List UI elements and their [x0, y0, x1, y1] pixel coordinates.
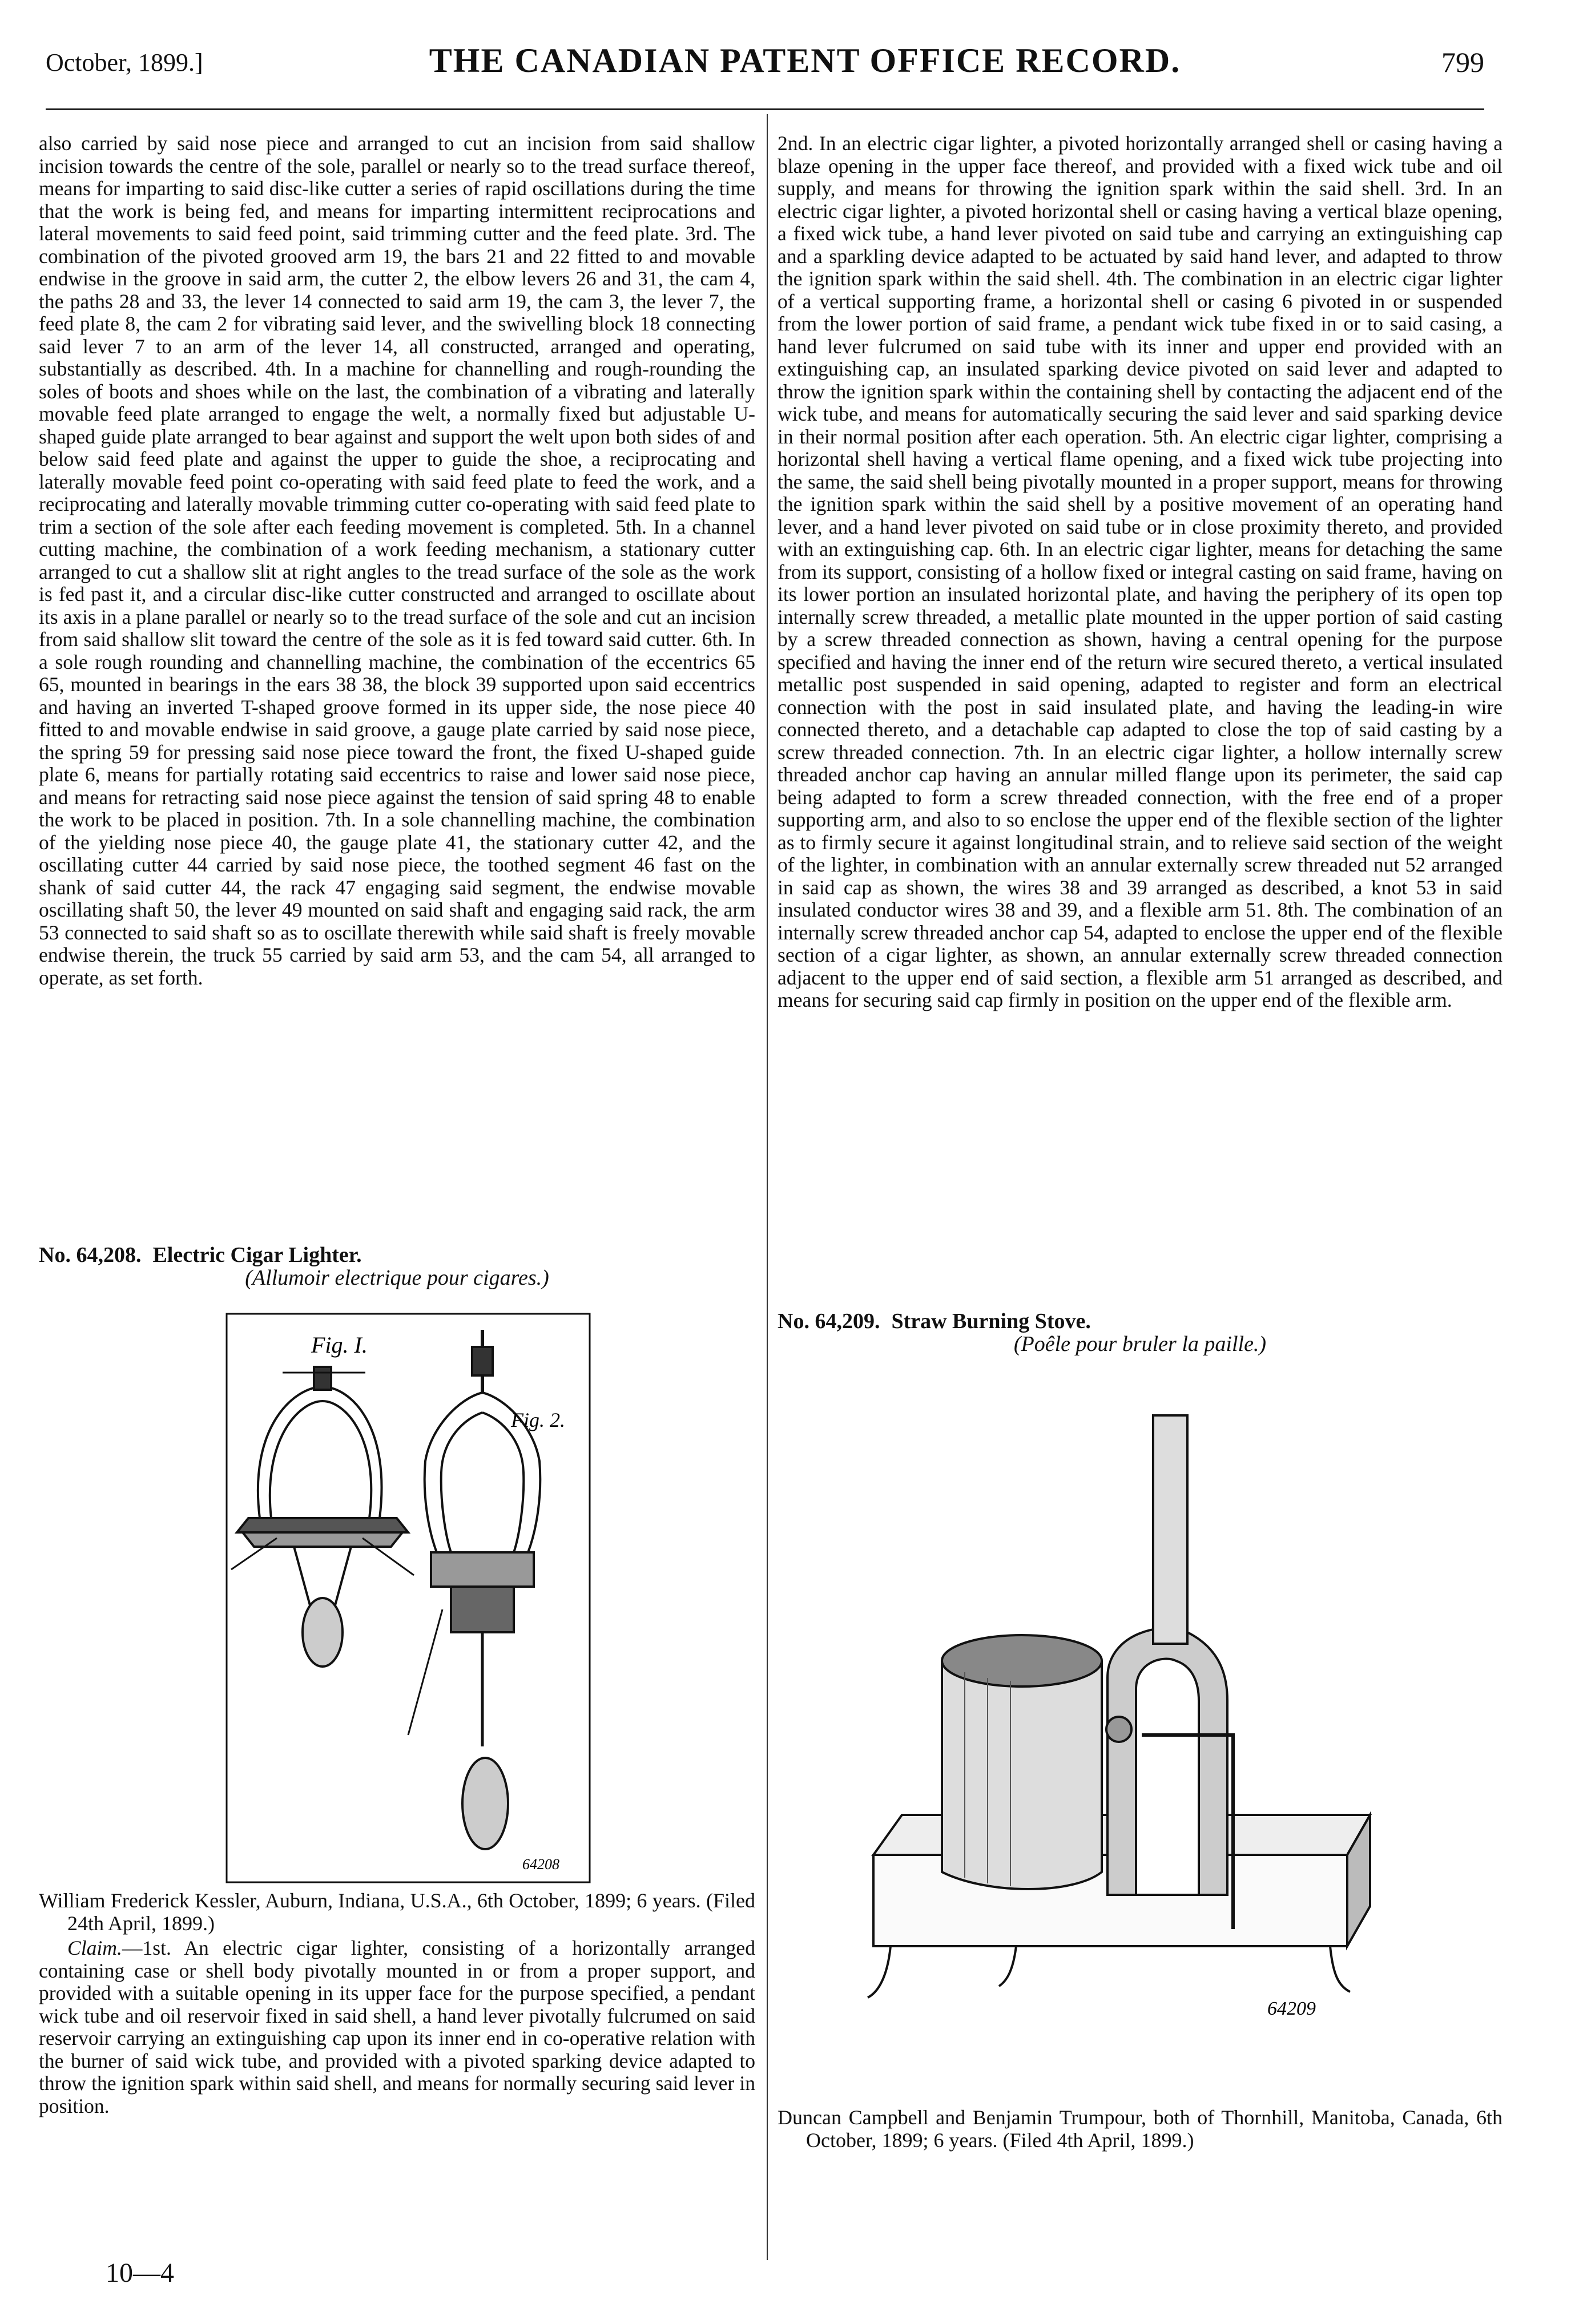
cigar-lighter-drawing [225, 1313, 591, 1883]
inventor-details: William Frederick Kessler, Auburn, Indiana, U.S.A., 6th October, 1899; 6 years. (Filed 24th April, 1899.) [39, 1889, 755, 1935]
left-column-text [39, 132, 755, 989]
inventor-details: Duncan Campbell and Benjamin Trumpour, both of Thornhill, Manitoba, Canada, 6th October, 1899; 6 years. (Filed 4th April, 1899.) [778, 2106, 1503, 2152]
right-column-text [778, 132, 1503, 1012]
continued-claims-paragraph: also carried by said nose piece and arranged to cut an incision from said shallow incision towards the centre of the sole, parallel or nearly so to the tread surface thereof, means for imparting to said disc-like cutter a series of rapid oscillations during the time that the work is being fed, and means for imparting intermittent reciprocations and lateral movements to said feed point, said trimming cutter and the feed plate. 3rd. The combination of the pivoted grooved arm 19, the bars 21 and 22 fitted to and movable endwise in the groove in said arm, the cutter 2, the elbow levers 26 and 31, the cam 4, the paths 28 and 33, the lever 14 connected to said arm 19, the cam 3, the lever 7, the feed plate 8, the cam 2 for vibrating said lever, and the swivelling block 18 connecting said lever 7 to an arm of the lever 14, all constructed, arranged and operating, substantially as described. 4th. In a machine for channelling and rough-rounding the soles of boots and shoes while on the last, the combination of a vibrating and laterally movable feed plate arranged to engage the welt, a normally fixed but adjustable U-shaped guide plate arranged to bear against and support the welt upon both sides of and below said feed plate and against the upper to guide the shoe, a reciprocating and laterally movable feed point co-operating with said feed plate to feed the work, and a reciprocating and laterally movable trimming cutter co-operating with said feed plate to trim a section of the sole after each feeding movement is completed. 5th. In a channel cutting machine, the combination of a work feeding mechanism, a stationary cutter arranged to cut a shallow slit at right angles to the tread surface of the sole as the work is fed past it, and a circular disc-like cutter constructed and arranged to oscillate about its axis in a plane parallel or nearly so to the tread surface of the sole and cut an incision from said shallow slit toward the centre of the sole as it is fed toward said cutter. 6th. In a sole rough rounding and channelling machine, the combination of the eccentrics 65 65, mounted in bearings in the ears 38 38, the block 39 supported upon said eccentrics and having an inverted T-shaped groove formed in its upper side, the nose piece 40 fitted to and movable endwise in said groove, a gauge plate carried by said nose piece, the spring 59 for pressing said nose piece toward the front, the fixed U-shaped guide plate 6, means for partially rotating said eccentrics to raise and lower said nose piece, and means for retracting said nose piece against the tension of said spring 48 to enable the work to be placed in position. 7th. In a sole channelling machine, the combination of the yielding nose piece 40, the gauge plate 41, the stationary cutter 42, and the oscillating cutter 44 carried by said nose piece, the toothed segment 46 fast on the shank of said cutter 44, the rack 47 engaging said segment, the endwise movable oscillating shaft 50, the lever 49 mounted on said shaft and engaging said rack, the arm 53 connected to said shaft so as to oscillate therewith while said shaft is freely movable endwise therein, the truck 55 carried by said arm 53, and the cam 54, all arranged to operate, as set forth. [39, 132, 755, 989]
patent-number: No. 64,209. [778, 1309, 880, 1333]
claim-text: —1st. An electric cigar lighter, consisting of a horizontally arranged containing case or shell body pivotally mounted in or from a proper support, and provided with a suitable opening in its upper face for the purpose specified, a pendant wick tube and oil reservoir fixed in said shell, a hand lever pivotally fulcrumed on said reservoir carrying an extinguishing cap upon its inner end in co-operative relation with the burner of said wick tube, and provided with a pivoted sparking device adapted to throw the ignition spark within said shell, and means for normally securing said lever in position. [39, 1936, 755, 2117]
entry-64208-heading [39, 1244, 755, 1289]
figure-number-label: 64209 [1267, 1998, 1316, 2019]
straw-stove-drawing [856, 1381, 1427, 2055]
page-number: 799 [1441, 46, 1484, 78]
entry-heading [778, 1310, 1503, 1333]
entry-heading [39, 1244, 755, 1267]
issue-date: October, 1899.] [46, 49, 203, 76]
running-head [46, 41, 1484, 98]
signature-mark: 10—4 [106, 2258, 174, 2288]
column-divider [767, 114, 768, 2260]
entry-64209-details [778, 2106, 1503, 2152]
straw-stove-illustration [856, 1381, 1427, 2055]
patent-title: Electric Cigar Lighter. [152, 1243, 362, 1267]
patent-french-title: (Poêle pour bruler la paille.) [1013, 1332, 1267, 1356]
publication-title: THE CANADIAN PATENT OFFICE RECORD. [429, 42, 1181, 79]
cigar-lighter-illustration [225, 1313, 591, 1883]
figure-2-label: Fig. 2. [511, 1409, 565, 1431]
figure-1-label: Fig. I. [311, 1332, 368, 1358]
patent-number: No. 64,208. [39, 1243, 142, 1267]
entry-64209-heading [778, 1310, 1503, 1355]
claim-label: Claim. [67, 1936, 122, 1959]
patent-french-title: (Allumoir electrique pour cigares.) [245, 1265, 549, 1290]
figure-number-label: 64208 [522, 1856, 559, 1873]
claim-paragraph [39, 1937, 755, 2117]
header-rule [46, 108, 1484, 110]
patent-title: Straw Burning Stove. [891, 1309, 1091, 1333]
entry-64208-details [39, 1889, 755, 2117]
claims-paragraph: 2nd. In an electric cigar lighter, a pivoted horizontally arranged shell or casing having a blaze opening in the upper face thereof, and provided with a fixed wick tube and oil supply, and means for throwing the ignition spark within the said shell. 3rd. In an electric cigar lighter, a pivoted horizontal shell or casing having a vertical blaze opening, a fixed wick tube, a hand lever pivoted on said tube and carrying an extinguishing cap and a sparkling device adapted to be actuated by said hand lever, and adapted to throw the ignition spark within the said shell. 4th. The combination in an electric cigar lighter of a vertical supporting frame, a horizontal shell or casing 6 pivoted in or suspended from the lower portion of said frame, a pendant wick tube fixed in or to said casing, a hand lever fulcrumed on said tube with its inner and upper end provided with an extinguishing cap, an insulated sparking device pivoted on said lever and adapted to throw the ignition spark within the containing shell by contacting the adjacent end of the wick tube, and means for automatically securing the said lever and said sparking device in their normal position after each operation. 5th. An electric cigar lighter, comprising a horizontal shell having a vertical flame opening, and a fixed wick tube projecting into the same, the said shell being pivotally mounted in a proper support, means for throwing the ignition spark within the said shell by a positive movement of an operating hand lever, and a hand lever pivoted on said tube or in close proximity thereto, and provided with an extinguishing cap. 6th. In an electric cigar lighter, means for detaching the same from its support, consisting of a hollow fixed or integral casting on said frame, having on its lower portion an insulated horizontal plate, and having the periphery of its open top internally screw threaded, a metallic plate mounted in the upper portion of said casting by a screw threaded connection as shown, having a central opening for the purpose specified and having the inner end of the return wire secured thereto, a vertical insulated metallic post suspended in said opening, adapted to register and form an electrical connection with the post in said insulated plate, and having the leading-in wire connected thereto, and a detachable cap adapted to close the top of said casting by a screw threaded connection. 7th. In an electric cigar lighter, a hollow internally screw threaded anchor cap having an annular milled flange upon its perimeter, the said cap being adapted to form a screw threaded connection, with the free end of a proper supporting arm, and also to so enclose the upper end of the flexible section of the lighter as to firmly secure it against longitudinal strain, and to relieve said section of the weight of the lighter, in combination with an annular externally screw threaded nut 52 arranged in said cap as shown, the wires 38 and 39 arranged as described, a knot 53 in said insulated conductor wires 38 and 39, and a flexible arm 51. 8th. The combination of an internally screw threaded anchor cap 54, adapted to enclose the upper end of the flexible section of a cigar lighter, as shown, an annular externally screw threaded connection adjacent to the upper end of said section, a flexible arm 51 arranged as described, and means for securing said cap firmly in position on the upper end of the flexible arm. [778, 132, 1503, 1011]
